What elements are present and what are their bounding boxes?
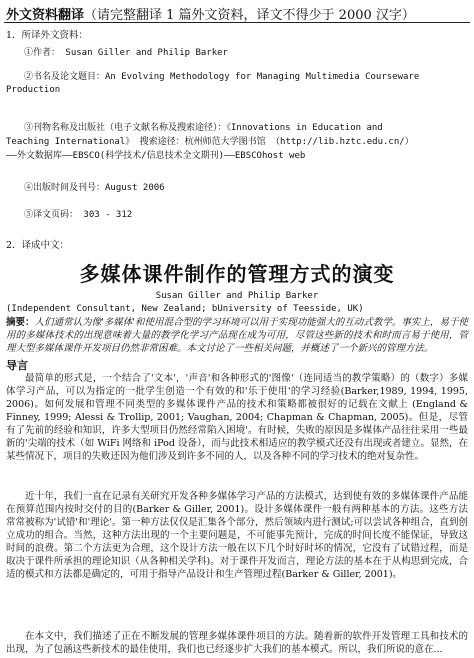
translation-authors: Susan Giller and Philip Barker	[155, 291, 319, 301]
intro-paragraph-2: 近十年，我们一直在记录有关研究开发各种多媒体学习产品的方法模式，达到使有效的多媒体课件产品能在预算范围内按时交付的目的(Barker & Giller, 2001)。设计多媒体课件一般有两种基本的方法。这些方法常常被称为'试错'和'理论'。第一种方法仅仅是汇集各个部分，然后领域内进行测试;可以尝试各种组合，直到创立成功的组合。当然，这种方法出现的一个主要问题是，不可能事先预计，完成的时间长度不能保证，导致这时间的浪费。第二个方法更为合理，这个设计方法一般在以下几个时好时坏的情况，它没有了试错过程，而是取决于课件所承担的理论知识（从各种相关学科)。对于课件开发而言，理论方法的基本在于从构思到完成，合适的模式和方法都是确定的，可用于指导产品设计和生产管理过程(Barker & Giller, 2001)。	[6, 491, 468, 580]
source-title-line1: ②书名及论文题目：An Evolving Methodology for Managing Multimedia Courseware	[24, 72, 420, 82]
intro-heading: 导言	[6, 359, 28, 372]
header-label: 外文资料翻译	[6, 8, 85, 23]
translation-heading: 2．译成中文：	[6, 240, 70, 251]
source-date: ④出版时间及刊号：August 2006	[24, 183, 165, 193]
header-instruction: （请完整翻译 1 篇外文资料，译文不得少于 2000 汉字）	[84, 8, 415, 23]
abstract	[6, 316, 468, 355]
page-header	[6, 4, 415, 23]
abstract-text: 人们通常认为像'多媒体'和使用混合型的学习环境可以用于实现功能强大的互动式教学。事实上，易于使用的多媒体技术的出现意味着大量的教学化学习产品现在成为可用，尽管这些新的技术和时而言易于使用，管理大型多媒体课件开发项目仍然非常困难。本文讨论了一些相关问题，并概述了一个新兴的管理方法。	[6, 317, 468, 354]
header-divider	[4, 22, 470, 23]
abstract-label: 摘要：	[6, 317, 35, 328]
source-journal-line3: ——外文数据库——EBSCO(科学技术/信息技术全文期刊)——EBSCOhost web	[6, 151, 306, 161]
source-journal-line1: ③刊物名称及出版社（电子文献名称及搜索途径）：《Innovations in Education and	[24, 123, 383, 133]
source-pages: ⑤译文页码： 303 - 312	[24, 210, 133, 220]
translation-affiliation: (Independent Consultant, New Zealand; bUniversity of Teesside, UK)	[6, 304, 364, 314]
intro-paragraph-1: 最简单的形式是，一个结合了'文本'，'声音'和各种形式的'图像'（连同适当的教学策略）的（数字）多媒体学习产品，可以为指定的一批学生创造一个有效的和'乐于使用'的学习经验(Barker,1989, 1994, 1995, 2006)。如何发展和管理不同类型的多媒体课件产品的技术和策略都被很好的记载在文献上 (England & Finney, 1999; Alessi & Trollip, 2001; Vaughan, 2004; Chapman & Chapman, 2005)。但是，尽管有了先前的经验和知识，许多大型项目仍然经常陷入困境'。有时候，失败的原因是多媒体产品往往采用一些最新的'尖端的技术（如 WiFi 网络和 iPod 设备），而与此技术相适应的教学模式还没有出现或者建立。显然，在某些情况下，项目的失败还因为他们涉及到许多不同的人，以及各种不同的学习技术的绝对复杂性。	[6, 373, 468, 462]
source-heading: 1．所译外文资料：	[6, 30, 89, 41]
source-title-line2: Production	[6, 85, 61, 95]
translation-title: 多媒体课件制作的管理方式的演变	[79, 262, 395, 286]
source-journal-line2: Teaching International》 搜索途径：杭州师范大学图书馆 （http://lib.hztc.edu.cn/）	[6, 137, 414, 147]
source-author: ①作者： Susan Giller and Philip Barker	[24, 48, 228, 58]
intro-paragraph-3: 在本文中，我们描述了正在不断发展的管理多媒体课件项目的方法。随着新的软件开发管理工具和技术的出现，为了包涵这些新技术的最佳使用，我们也已经逐步扩大我们的基本模式。所以，我们所说的意在...	[6, 631, 468, 655]
